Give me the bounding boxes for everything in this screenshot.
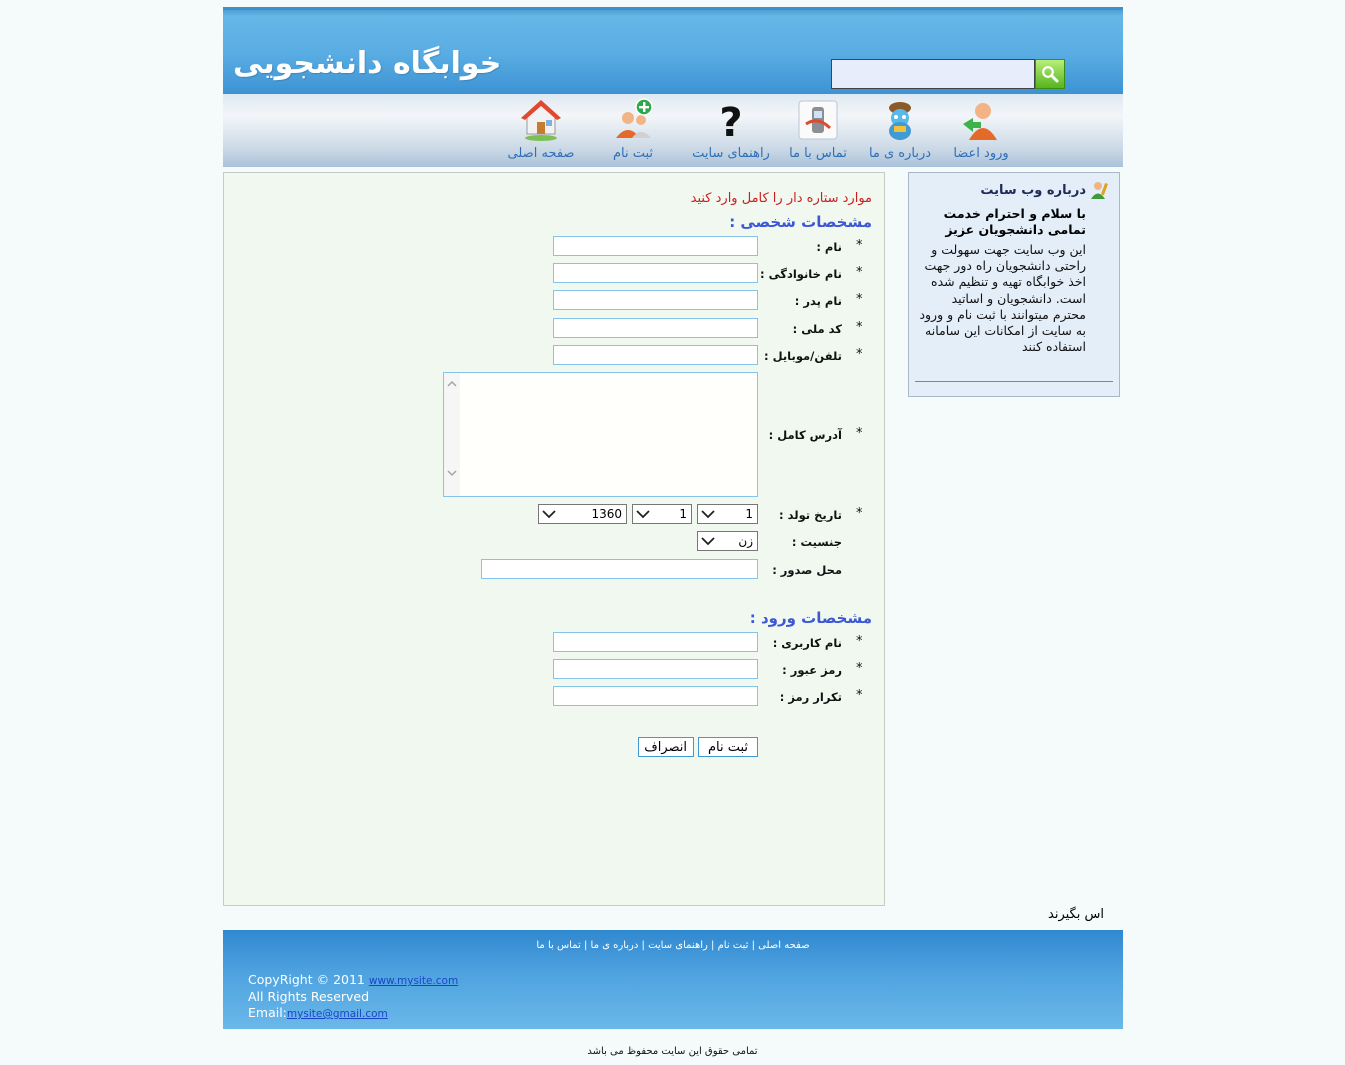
required-star: * [856,426,863,441]
sidebar-title: درباره وب سایت [980,183,1086,198]
main-nav [223,94,1123,167]
footer-link-register[interactable]: ثبت نام [717,940,749,951]
footer-separator: | [711,940,715,951]
required-star: * [856,238,863,253]
footer-separator: | [583,940,588,951]
footer-links [223,940,1123,951]
password-label: رمز عبور : [782,663,842,677]
nav-label: درباره ی ما [868,146,932,161]
registration-form [223,172,885,906]
last-name-field[interactable] [553,263,758,283]
phone-label: تلفن/موبایل : [764,349,842,363]
login-section-title: مشخصات ورود : [749,609,872,627]
user-edit-icon [1090,180,1110,200]
required-star: * [856,320,863,335]
address-label: آدرس کامل : [768,428,842,442]
birth-day-value: 1 [745,507,753,521]
repeat-password-label: تکرار رمز : [779,690,842,704]
father-name-label: نام پدر : [794,294,842,308]
nav-label: ثبت نام [612,146,654,161]
birth-month-select[interactable] [632,504,692,524]
email-label: Email: [248,1005,287,1020]
footer-link-about[interactable]: درباره ی ما [590,940,639,951]
username-label: نام کاربری : [772,636,842,650]
birth-month-value: 1 [679,507,687,521]
add-user-icon [611,98,655,142]
question-icon [709,98,753,142]
svg-text:?: ? [719,100,743,142]
father-name-field[interactable] [553,290,758,310]
birth-day-select[interactable] [697,504,758,524]
chevron-down-icon [701,536,715,546]
chevron-down-icon [636,509,650,519]
cancel-button[interactable]: انصراف [638,737,694,757]
nav-item-help[interactable] [691,98,771,161]
national-code-label: کد ملی : [792,322,842,336]
nav-label: ورود اعضا [953,146,1009,161]
issue-place-field[interactable] [481,559,758,579]
phone-field[interactable] [553,345,758,365]
footer-link-contact[interactable]: تماس با ما [536,940,581,951]
nav-item-login[interactable] [941,98,1021,161]
nav-item-register[interactable] [593,98,673,161]
chevron-down-icon [701,509,715,519]
about-site-box [908,172,1120,397]
gender-label: جنسیت : [791,535,842,549]
bottom-note: تمامی حقوق این سایت محفوظ می باشد [587,1046,758,1057]
birth-year-value: 1360 [591,507,622,521]
home-icon [519,98,563,142]
username-field[interactable] [553,632,758,652]
site-title: خوابگاه دانشجویی [233,46,502,81]
chevron-down-icon [542,509,556,519]
nav-label: راهنمای سایت [692,146,770,161]
submit-button[interactable]: ثبت نام [698,737,758,757]
first-name-label: نام : [816,240,842,254]
required-note: موارد ستاره دار را کامل وارد کنید [690,191,872,206]
sidebar-text: این وب سایت جهت سهولت و راحتی دانشجویان راه دور جهت اخذ خوابگاه تهیه و تنظیم شده است. دانشجویان و اساتید محترم میتوانند با ثبت نام و ورود به سایت از امکانات این سامانه استفاده کنند [919,242,1086,355]
search-input[interactable] [831,59,1035,89]
stray-text: اس بگیرند [1048,907,1104,922]
nav-label: تماس با ما [789,146,847,161]
copyright-block [248,972,458,1022]
required-star: * [856,634,863,649]
mascot-icon [878,98,922,142]
first-name-field[interactable] [553,236,758,256]
nav-item-home[interactable] [501,98,581,161]
header [223,7,1123,94]
address-textarea[interactable] [443,372,758,497]
birth-year-select[interactable] [538,504,627,524]
required-star: * [856,265,863,280]
phone-icon [796,98,840,142]
footer-separator: | [641,940,645,951]
rights-text: All Rights Reserved [248,989,370,1004]
copyright-text: CopyRight © 2011 [248,972,365,987]
search-button[interactable] [1035,59,1065,89]
required-star: * [856,688,863,703]
page-wrapper [223,7,1123,167]
footer-separator: | [751,940,755,951]
gender-value: زن [738,534,753,548]
gender-select[interactable] [697,531,758,551]
sidebar-subtitle: با سلام و احترام خدمت تمامی دانشجویان عزیز [943,206,1086,237]
repeat-password-field[interactable] [553,686,758,706]
last-name-label: نام خانوادگی : [760,267,842,281]
login-user-icon [959,98,1003,142]
nav-label: صفحه اصلی [507,146,575,161]
textarea-scrollbar[interactable] [444,373,460,496]
personal-section-title: مشخصات شخصی : [729,213,872,231]
divider [915,381,1113,382]
email-link[interactable]: mysite@gmail.com [286,1008,388,1020]
required-star: * [856,292,863,307]
required-star: * [856,506,863,521]
issue-place-label: محل صدور : [772,563,842,577]
footer-link-home[interactable]: صفحه اصلی [758,940,810,951]
national-code-field[interactable] [553,318,758,338]
required-star: * [856,661,863,676]
nav-item-about[interactable] [860,98,940,161]
footer-link-help[interactable]: راهنمای سایت [648,940,708,951]
password-field[interactable] [553,659,758,679]
nav-item-contact[interactable] [778,98,858,161]
required-star: * [856,347,863,362]
site-link[interactable]: www.mysite.com [368,975,459,987]
footer [223,930,1123,1029]
birth-date-label: تاریخ تولد : [779,508,842,522]
search-icon [1041,65,1059,83]
